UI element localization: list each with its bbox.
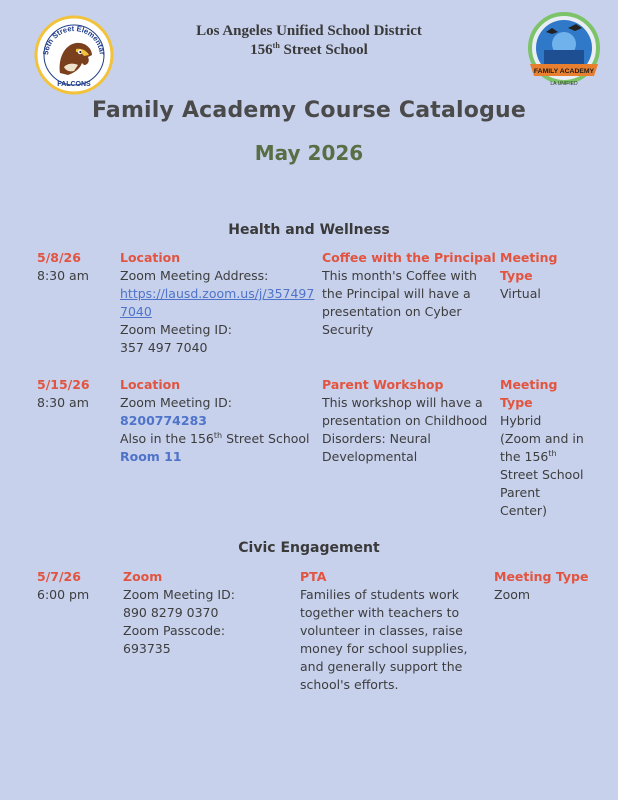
event-date-time: 5/15/26 8:30 am: [37, 377, 90, 410]
family-academy-logo: [522, 10, 606, 94]
event-date-time: 5/7/26 6:00 pm: [37, 569, 90, 602]
event-topic: Parent Workshop This workshop will have a presentation on Childhood Disorders: Neural Developmental: [322, 377, 488, 464]
page-title: Family Academy Course Catalogue: [91, 98, 527, 123]
event-meeting-type: Meeting Type Virtual: [500, 250, 558, 301]
event-location: Zoom Zoom Meeting ID: 890 8279 0370 Zoom Passcode: 693735: [123, 569, 235, 656]
section-title-health: Health and Wellness: [228, 222, 390, 238]
svg-text:156th Street Elementary: 56th Street Elementar: [41, 23, 107, 56]
event-topic: Coffee with the Principal This month's Coffee with the Principal will have a presentation on Cyber Security: [322, 250, 496, 337]
family-academy-banner-text: FAMILY ACADEMY: [533, 68, 595, 75]
month-subtitle: May 2026: [254, 141, 364, 165]
zoom-link[interactable]: https://lausd.zoom.us/j/357497 7040: [120, 286, 315, 319]
event-meeting-type: Meeting Type Hybrid (Zoom and in the 156th Street School Parent Center): [500, 377, 584, 518]
event-location: Location Zoom Meeting ID: 8200774283 Also in the 156th Street School Room 11: [120, 377, 310, 464]
event-location: Location Zoom Meeting Address: https://lausd.zoom.us/j/357497 7040 Zoom Meeting ID: 357 497 7040: [120, 249, 320, 357]
la-unified-text: LA UNIFIED: [550, 81, 578, 87]
district-name: Los Angeles Unified School District: [196, 23, 422, 39]
school-name: 156th Street School: [250, 41, 368, 58]
section-title-civic: Civic Engagement: [238, 540, 380, 556]
event-topic: PTA Families of students work together with teachers to volunteer in classes, raise money for school supplies, and generally support the school's efforts.: [300, 569, 468, 692]
event-date-time: 5/8/26 8:30 am: [37, 250, 89, 283]
svg-text:FALCONS: FALCONS: [57, 81, 91, 88]
event-meeting-type: Meeting Type Zoom: [494, 569, 589, 602]
